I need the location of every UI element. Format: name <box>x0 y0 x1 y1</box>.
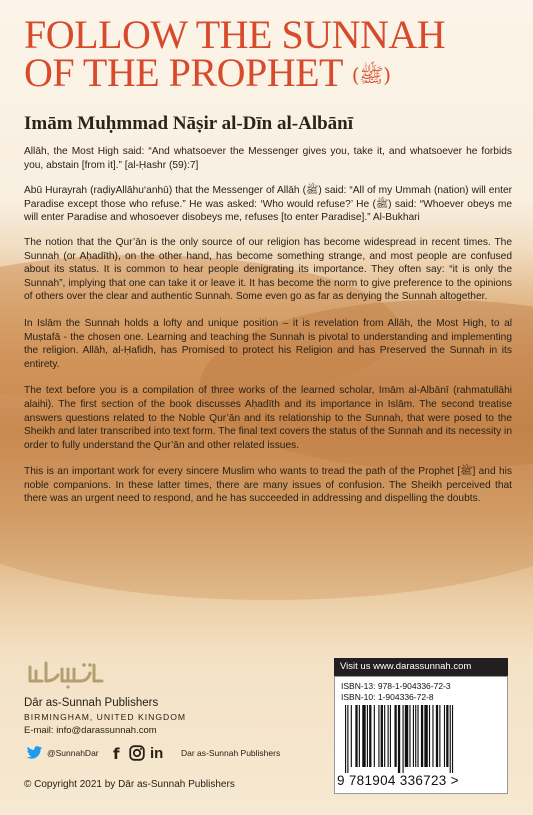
paragraph-position: In Islām the Sunnah holds a lofty and unique position – it is revelation from Allāh, the Most High, to al Muṣtafā - the chosen one. Learning and teaching the Sunnah is pivotal to understanding and implementing the religion. Allāh, al-Ḥafidh, has Promised to protect his Religion and has Preserved the Sunnah in its entirety. <box>24 317 512 370</box>
paragraph-importance: This is an important work for every sincere Muslim who wants to tread the path of the Prophet [ﷺ] and his noble companions. In these latter times, there are many issues of confusion. The Sheikh perceived that there was an urgent need to respond, and he has succeeded in addressing and dispelling the doubts. <box>24 466 513 505</box>
social-account-name[interactable]: Dar as-Sunnah Publishers <box>181 748 281 758</box>
publisher-name: Dār as-Sunnah Publishers <box>24 697 159 709</box>
title-line-2-text: OF THE PROPHET <box>24 50 343 95</box>
twitter-handle[interactable]: @SunnahDar <box>47 748 99 758</box>
paragraph-notion: The notion that the Qur’ān is the only source of our religion has become widespread in recent times. The Sunnah (or Aḥadīth), on the other hand, has become something strange, and most people are confused about its status. It is common to hear people denigrating its importance. They often say: “it is only the Sunnah”, implying that one can take it or leave it. It has become the norm to give preference to the opinions of others over the clear and authentic Sunnah. Some even go as far as denying the Sunnah altogether. <box>24 236 512 303</box>
barcode-icon <box>341 705 491 773</box>
publisher-city: BIRMINGHAM, UNITED KINGDOM <box>24 712 187 722</box>
author-name: Imām Muḥmmad Nāṣir al-Dīn al-Albānī <box>24 113 354 134</box>
linkedin-icon[interactable]: in <box>150 745 164 762</box>
website-banner[interactable]: Visit us www.darassunnah.com <box>334 658 508 676</box>
title-line-1: FOLLOW THE SUNNAH <box>24 12 446 57</box>
publisher-logo <box>24 655 104 691</box>
paragraph-compilation: The text before you is a compilation of three works of the learned scholar, Imām al-Albānī (rahmatullāhi alaihi). The first section of the book discusses Aḥadīth and its importance in Islām. The second treatise answers questions related to the Noble Qur’ān and its relationship to the Sunnah, that were posed to the Sheikh and later transcribed into text form. The final text covers the status of the Sunnah and its necessity in order to fully understand the Qur’ān and other related issues. <box>24 385 512 451</box>
social-links <box>26 745 326 763</box>
title-line-2 <box>24 50 514 95</box>
honorific-glyph: (ﷺ) <box>351 63 391 87</box>
publisher-email: E-mail: info@darassunnah.com <box>24 725 157 736</box>
blurb-text <box>24 145 512 519</box>
publisher-block <box>24 655 284 736</box>
instagram-icon[interactable] <box>129 745 145 761</box>
barcode-number: 9 781904 336723 > <box>337 773 459 788</box>
book-title <box>24 12 514 95</box>
paragraph-hadith-quote: Abū Hurayrah (raḍiyAllāhu‘anhū) that the Messenger of Allāh (ﷺ) said: “All of my Ummah (nation) will enter Paradise except those who refuse.” He was asked: ‘Who would refuse?’ He (ﷺ) said: “Whoever obeys me will enter Paradise and whosoever disobeys me, refuses [to enter Paradise].” Al-Bukhari <box>24 185 513 224</box>
isbn-10: ISBN-10: 1-904336-72-8 <box>341 692 434 702</box>
copyright-notice: © Copyright 2021 by Dār as-Sunnah Publishers <box>24 779 235 790</box>
paragraph-quran-quote: Allāh, the Most High said: “And whatsoever the Messenger gives you, take it, and whatsoever he forbids you, abstain [from it].” [al-Ḥashr (59):7] <box>24 146 512 171</box>
twitter-icon[interactable] <box>26 746 43 760</box>
facebook-icon[interactable]: f <box>113 745 120 763</box>
barcode-panel <box>334 676 508 794</box>
isbn-13: ISBN-13: 978-1-904336-72-3 <box>341 681 451 691</box>
